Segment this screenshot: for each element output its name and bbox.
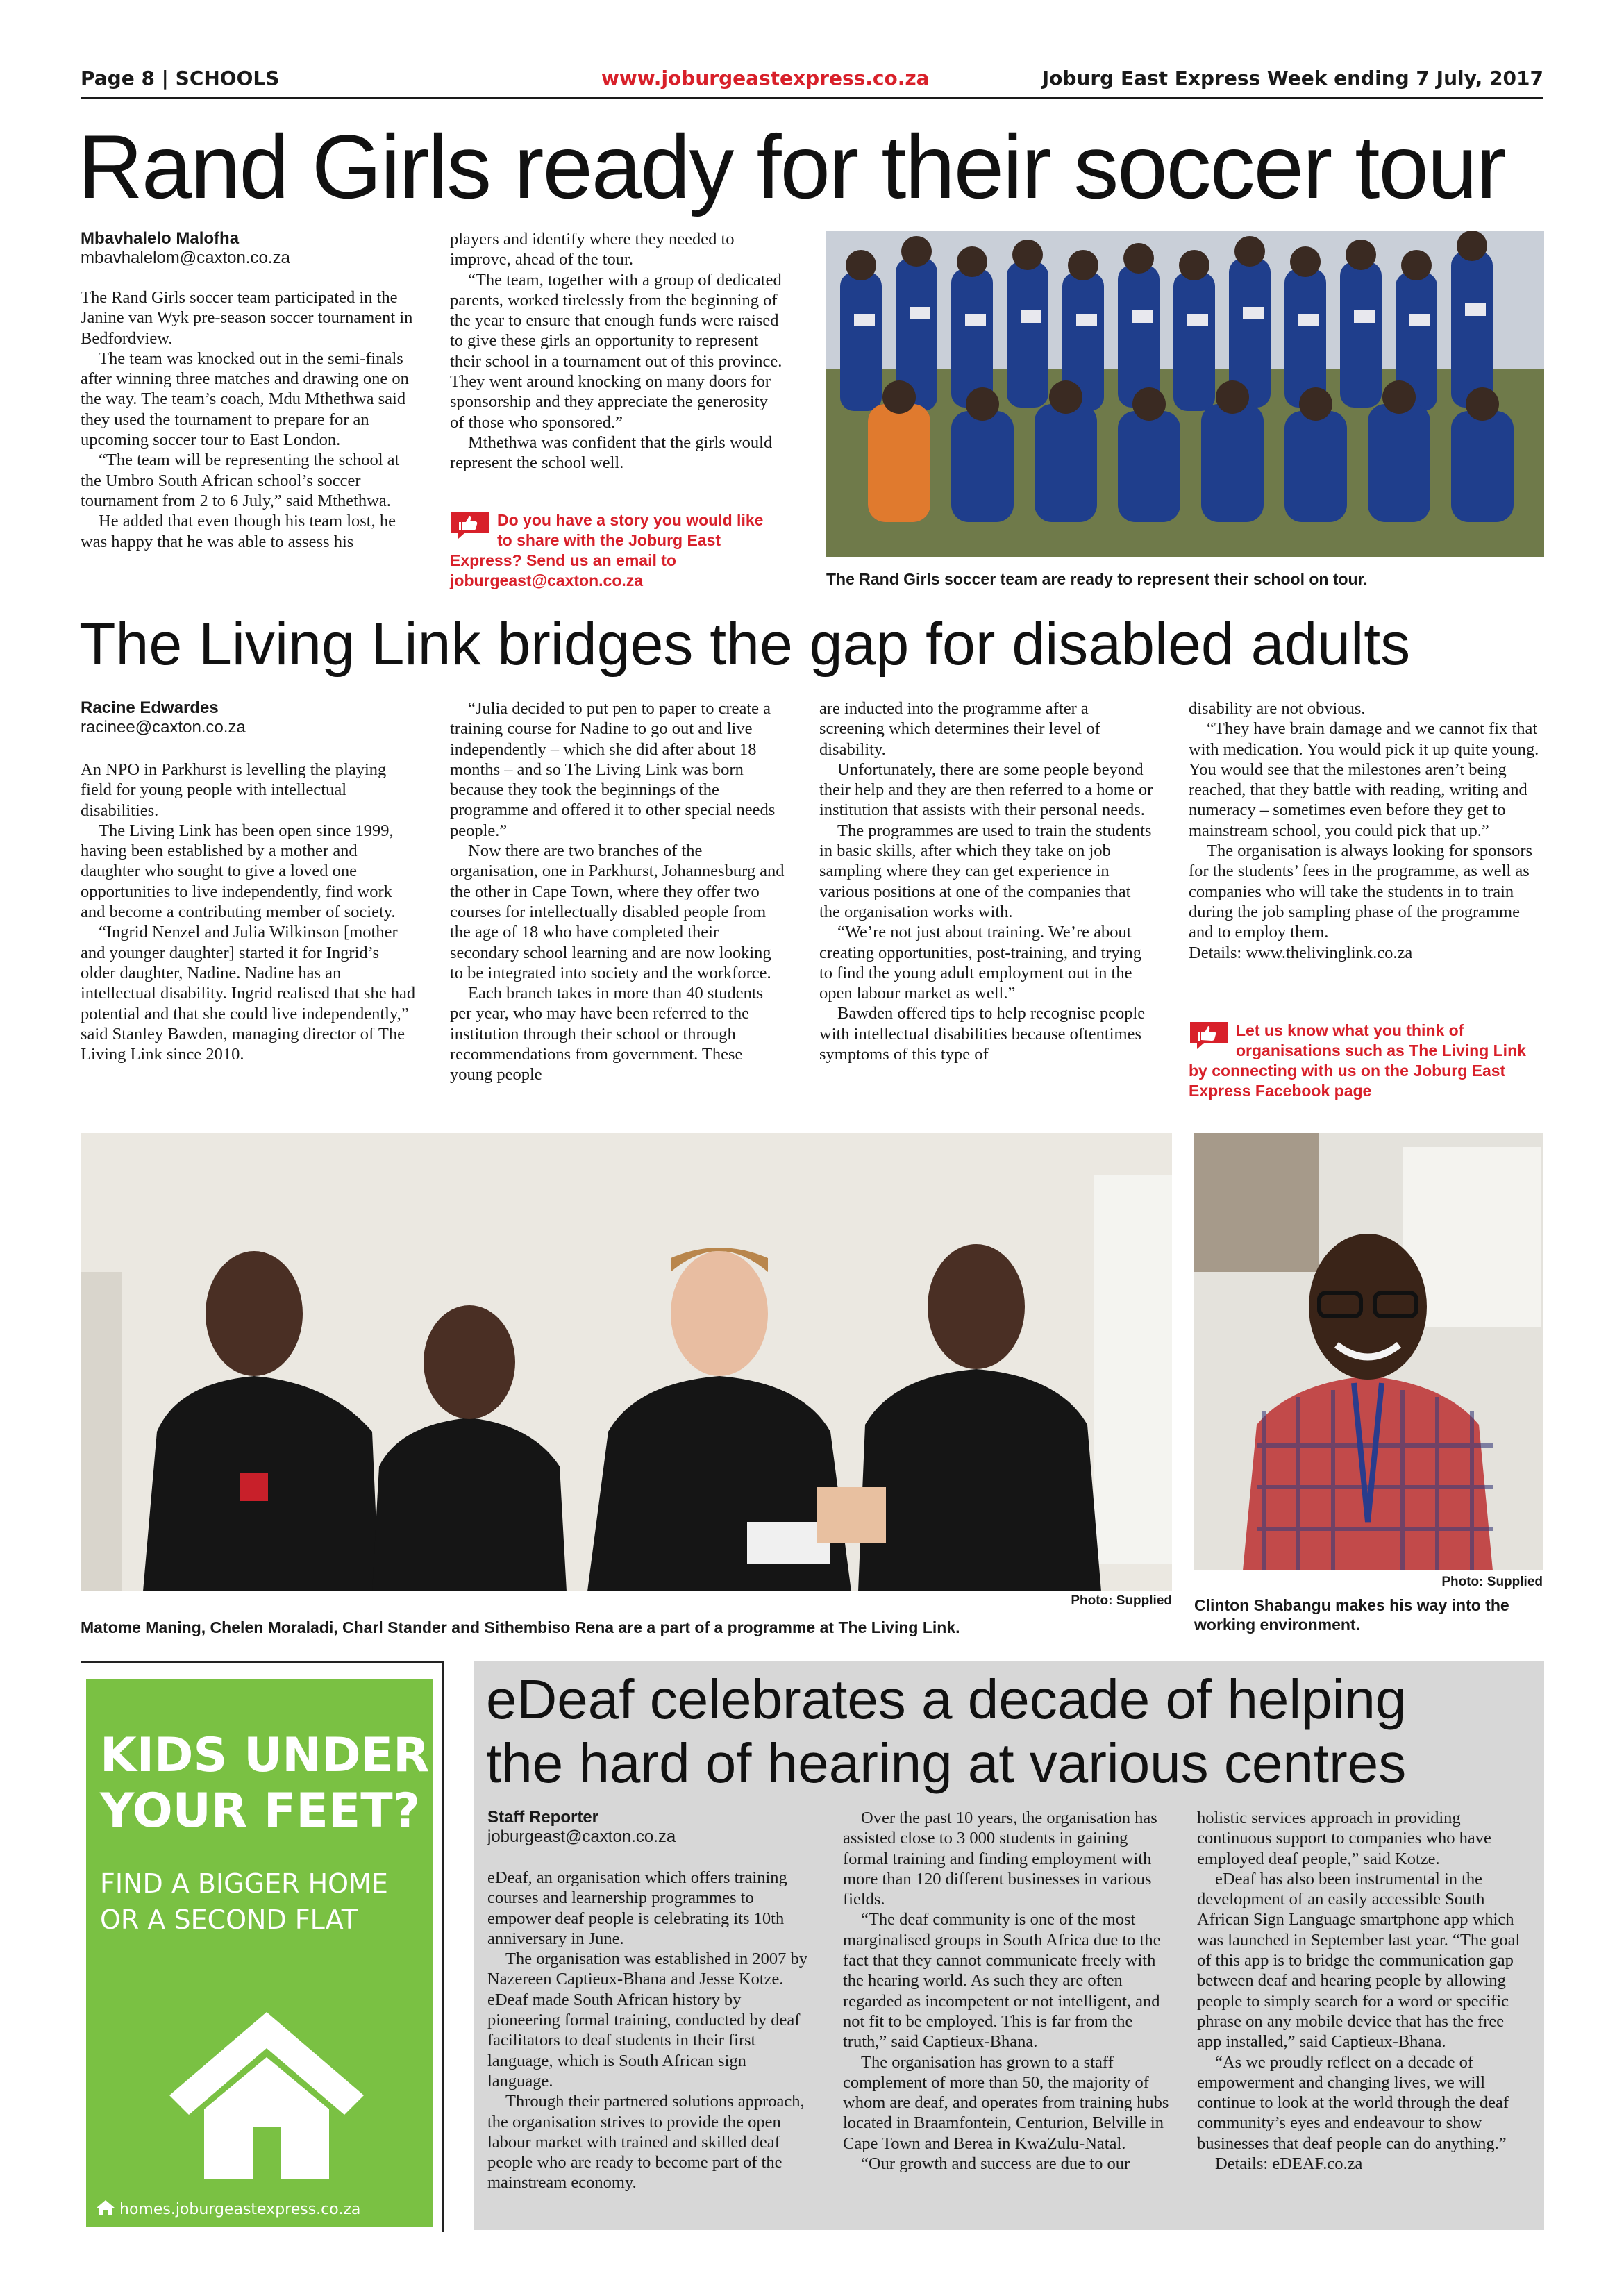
author-email[interactable]: mbavhalelom@caxton.co.za: [81, 249, 290, 267]
website-url[interactable]: www.joburgeastexpress.co.za: [601, 67, 930, 90]
paragraph: eDeaf has also been instrumental in the development of an easily accessible South African Sign Language smartphone app which was launched in September last year. “The goal of this app is to bridge the communication gap between deaf and hearing people by allowing people to simply search for a word or specific phrase on any mobile device that has the free app installed,” said Captieux-Bhana.: [1197, 1869, 1521, 2052]
soccer-team-photo: [826, 231, 1544, 557]
paragraph: “The team will be representing the school at the Umbro South African school’s soccer tournament from 2 to 6 July,” said Mthethwa.: [81, 451, 400, 510]
paragraph: The team was knocked out in the semi-finals after winning three matches and drawing one on the way. The team’s coach, Mdu Mthethwa said they used the tournament to prepare for an upcoming soccer tour to East London.: [81, 349, 409, 450]
paragraph: “As we proudly reflect on a decade of empowerment and changing lives, we will continue to look at the world through the deaf community’s eyes and endeavour to show businesses that deaf people can do anything.”: [1197, 2052, 1509, 2153]
advert-subtitle-line-1: FIND A BIGGER HOME: [100, 1868, 388, 1899]
article2-callout: [1189, 1021, 1543, 1101]
paragraph: “The deaf community is one of the most marginalised groups in South Africa due to the fact that they cannot communicate freely with the hearing world. As such they are often regarded as incompetent or not intelligent, and not fit to be employed. This is far from the truth,” said Captieux-Bhana.: [843, 1910, 1161, 2052]
clinton-shabangu-photo: [1194, 1133, 1543, 1570]
thumbs-up-speech-icon: [1189, 1021, 1229, 1050]
advert-url[interactable]: homes.joburgeastexpress.co.za: [119, 2201, 361, 2218]
paragraph: The organisation is always looking for sponsors for the students’ fees in the programme, as well as companies who will take the students in to train during the job sampling phase of the programme and to employ them.: [1189, 841, 1533, 942]
article1-column-2: [450, 229, 786, 474]
soccer-photo-caption: The Rand Girls soccer team are ready to represent their school on tour.: [826, 570, 1368, 588]
article2-column-3: [819, 698, 1155, 1064]
author-name: Racine Edwardes: [81, 698, 219, 717]
article3-headline-line-1: eDeaf celebrates a decade of helping: [486, 1668, 1407, 1730]
header-rule: [81, 97, 1543, 99]
paragraph: Over the past 10 years, the organisation has assisted close to 3 000 students in gaining formal training and finding employment with more than 120 different businesses in various fields.: [843, 1809, 1157, 1909]
callout-text: Let us know what you think of organisations such as The Living Link by connecting with us on the Joburg East Express Facebook page: [1189, 1021, 1526, 1100]
paragraph: An NPO in Parkhurst is levelling the playing field for young people with intellectual disabilities.: [81, 760, 387, 820]
paragraph: eDeaf, an organisation which offers training courses and learnership programmes to empower deaf people is celebrating its 10th anniversary in June.: [487, 1868, 787, 1948]
paragraph: The organisation has grown to a staff complement of more than 50, the majority of whom are deaf, and operates from training hubs located in Braamfontein, Centurion, Belville in Cape Town and Berea in KwaZulu-Natal.: [843, 2052, 1169, 2153]
article3-headline-line-2: the hard of hearing at various centres: [486, 1732, 1407, 1794]
clinton-photo-caption: Clinton Shabangu makes his way into the working environment.: [1194, 1596, 1509, 1634]
author-name: Staff Reporter: [487, 1808, 599, 1827]
paragraph: are inducted into the programme after a screening which determines their level of disability.: [819, 699, 1100, 759]
article3-byline: [487, 1808, 821, 1847]
article2-headline: The Living Link bridges the gap for disabled adults: [79, 611, 1411, 678]
paragraph: Details: www.thelivinglink.co.za: [1189, 943, 1413, 962]
paragraph: The Rand Girls soccer team participated in the Janine van Wyk pre-season soccer tournament in Bedfordview.: [81, 288, 413, 348]
thumbs-up-speech-icon: [450, 510, 490, 539]
author-email[interactable]: racinee@caxton.co.za: [81, 718, 246, 737]
paragraph: Bawden offered tips to help recognise people with intellectual disabilities because oftentimes symptoms of this type of: [819, 1004, 1146, 1064]
paragraph: Through their partnered solutions approach, the organisation strives to provide the open labour market with trained and skilled deaf people who are ready to become part of the mainstream economy.: [487, 2092, 805, 2193]
advert-title-line-1: KIDS UNDER: [100, 1728, 430, 1783]
paragraph: “We’re not just about training. We’re about creating opportunities, post-training, and trying to find the young adult employment out in the open labour market as well.”: [819, 923, 1142, 1003]
paragraph: Now there are two branches of the organisation, one in Parkhurst, Johannesburg and the other in Cape Town, where they offer two courses for intellectually disabled people from the age of 18 who have completed their secondary school learning and are now looking to be integrated into society and the workforce.: [450, 841, 785, 982]
paragraph: “They have brain damage and we cannot fix that with medication. You would pick it up quite young. You would see that the milestones aren’t being reached, that they battle with reading, writing and numeracy – sometimes even before they get to mainstream school, you could pick that up.”: [1189, 719, 1539, 840]
issue-date: Joburg East Express Week ending 7 July, 2017: [1041, 67, 1543, 90]
article1-column-1: [81, 287, 417, 552]
living-link-group-photo: [81, 1133, 1172, 1591]
callout-text: Do you have a story you would like to share with the Joburg East Express? Send us an email to joburgeast@caxton.co.za: [450, 511, 764, 589]
paragraph: disability are not obvious.: [1189, 699, 1366, 718]
paragraph: The programmes are used to train the students in basic skills, after which they take on job sampling where they can get experience in various positions at one of the companies that the organisation works with.: [819, 821, 1152, 921]
paragraph: “The team, together with a group of dedicated parents, worked tirelessly from the beginning of the year to ensure that enough funds were raised to give these girls an opportunity to represent their school in a tournament out of this province. They went around knocking on many doors for sponsorship and they appreciate the generosity of those who sponsored.”: [450, 270, 782, 432]
paragraph: “Our growth and success are due to our: [861, 2154, 1130, 2174]
author-email[interactable]: joburgeast@caxton.co.za: [487, 1827, 676, 1846]
paragraph: Each branch takes in more than 40 students per year, who may have been referred to the institution through their school or through recommendations from government. These young people: [450, 984, 764, 1084]
paragraph: Details: eDEAF.co.za: [1215, 2154, 1363, 2174]
author-name: Mbavhalelo Malofha: [81, 229, 240, 248]
article2-column-2: [450, 698, 786, 1085]
home-icon: [96, 2199, 115, 2220]
article3-column-2: [843, 1808, 1173, 2174]
advert-subtitle-line-2: OR A SECOND FLAT: [100, 1904, 358, 1935]
article1-callout: [450, 510, 776, 591]
property-advert[interactable]: [86, 1679, 433, 2227]
paragraph: The organisation was established in 2007 by Nazereen Captieux-Bhana and Jesse Kotze. eDeaf made South African history by pioneering formal training, conducted by deaf facilitators to deaf students in their first language, which is South African sign language.: [487, 1950, 808, 2090]
paragraph: He added that even though his team lost, he was happy that he was able to assess his: [81, 512, 396, 551]
paragraph: The Living Link has been open since 1999, having been established by a mother and daughter who sought to give a loved one opportunities to live independently, find work and become a contributing member of society.: [81, 821, 396, 922]
living-link-group-caption: Matome Maning, Chelen Moraladi, Charl Stander and Sithembiso Rena are a part of a programme at The Living Link.: [81, 1618, 960, 1636]
paragraph: Unfortunately, there are some people beyond their help and they are then referred to a home or institution that assists with their personal needs.: [819, 760, 1153, 820]
photo-credit: Photo: Supplied: [1441, 1575, 1543, 1589]
article2-column-1: [81, 760, 417, 1064]
article1-byline: [81, 229, 414, 268]
paragraph: “Ingrid Nenzel and Julia Wilkinson [mother and younger daughter] started it for Ingrid’s older daughter, Nadine. Nadine has an intellectual disability. Ingrid realised that she had potential and that she could live independently,” said Stanley Bawden, managing director of The Living Link since 2010.: [81, 923, 416, 1064]
article3-column-1: [487, 1868, 808, 2193]
article1-headline: Rand Girls ready for their soccer tour: [78, 116, 1505, 217]
page-section-label: Page 8 | SCHOOLS: [81, 67, 280, 90]
house-icon: [162, 2005, 371, 2182]
article2-byline: [81, 698, 414, 737]
paragraph: “Julia decided to put pen to paper to create a training course for Nadine to go out and live independently – which she did after about 18 months – and so The Living Link was born because they took the beginnings of the programme and offered it to other special needs people.”: [450, 699, 776, 840]
paragraph: players and identify where they needed to improve, ahead of the tour.: [450, 230, 735, 269]
advert-title-line-2: YOUR FEET?: [100, 1784, 421, 1838]
article2-column-4: [1189, 698, 1544, 963]
article3-column-3: [1197, 1808, 1529, 2174]
paragraph: holistic services approach in providing continuous support to companies who have employed deaf people,” said Kotze.: [1197, 1809, 1491, 1868]
photo-credit: Photo: Supplied: [1071, 1593, 1172, 1608]
paragraph: Mthethwa was confident that the girls would represent the school well.: [450, 433, 773, 473]
